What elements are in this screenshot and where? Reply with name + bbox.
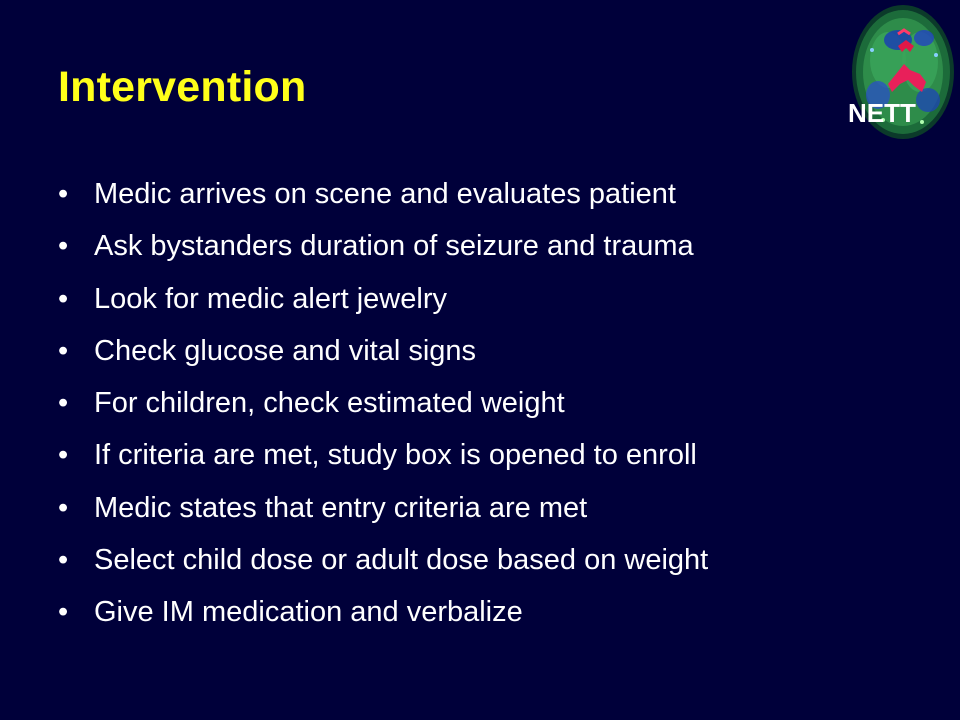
list-item (58, 325, 708, 377)
bullet-text: Select child dose or adult dose based on weight (94, 544, 709, 577)
bullet-text: Medic arrives on scene and evaluates patient (94, 178, 676, 210)
bullet-icon: • (58, 491, 69, 524)
bullet-text: Check glucose and vital signs (94, 334, 477, 367)
list-item (58, 168, 708, 220)
bullet-text: Medic states that entry criteria are met (94, 491, 588, 524)
bullet-text: Give IM medication and verbalize (94, 596, 523, 629)
nett-logo (838, 0, 960, 145)
list-item (58, 220, 708, 272)
bullet-icon: • (58, 178, 69, 210)
list-item (58, 377, 708, 429)
bullet-text: For children, check estimated weight (94, 387, 565, 420)
slide-title: Intervention (58, 63, 307, 111)
logo-text: NETT (848, 98, 916, 128)
bullet-list (58, 168, 708, 639)
bullet-icon: • (58, 334, 69, 367)
list-item (58, 586, 708, 638)
list-item (58, 534, 708, 586)
bullet-text: Ask bystanders duration of seizure and trauma (94, 230, 694, 263)
bullet-icon: • (58, 282, 69, 315)
bullet-icon: • (58, 544, 69, 577)
list-item (58, 429, 708, 481)
bullet-text: If criteria are met, study box is opened to enroll (94, 439, 697, 472)
bullet-icon: • (58, 439, 69, 472)
bullet-icon: • (58, 230, 69, 263)
list-item (58, 482, 708, 534)
bullet-text: Look for medic alert jewelry (94, 282, 447, 315)
bullet-icon: • (58, 387, 69, 420)
list-item (58, 273, 708, 325)
bullet-icon: • (58, 596, 69, 629)
